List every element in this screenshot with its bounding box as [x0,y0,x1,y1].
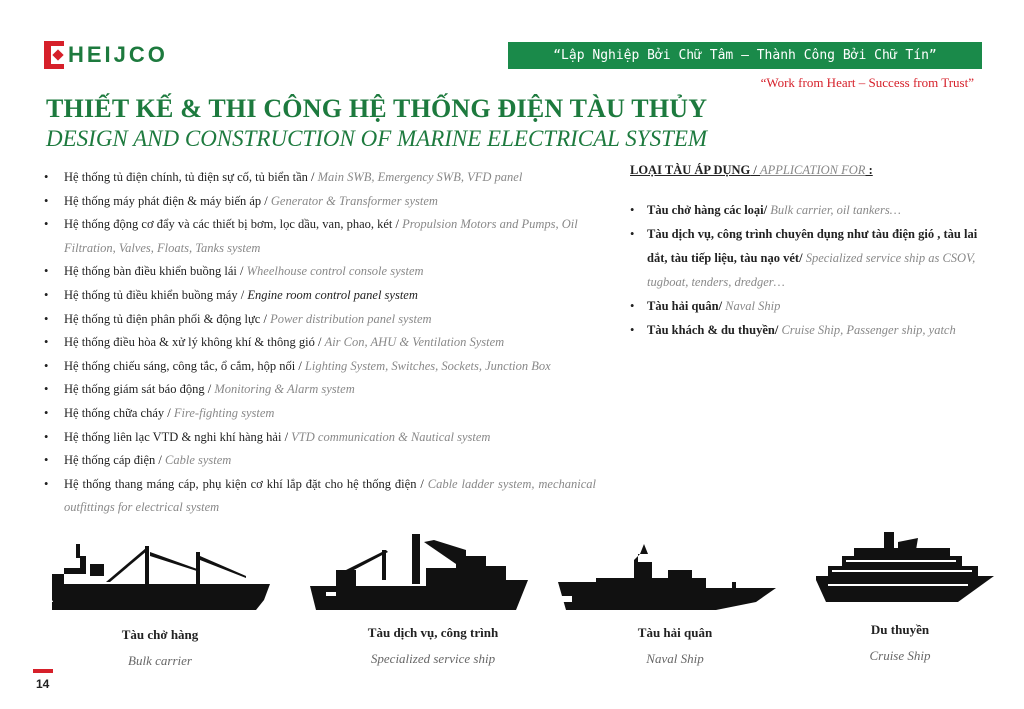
item-en: Monitoring & Alarm system [214,382,355,397]
item-en: Power distribution panel system [270,311,432,326]
slogan-banner [508,42,982,69]
item-vi: Hệ thống động cơ đẩy và các thiết bị bơm, lọc dầu, van, phao, két / [64,217,403,232]
item-en: Specialized service ship as CSOV, tugboat, tenders, dredger… [647,251,976,289]
heading-sep: / [750,163,761,177]
list-item [44,190,596,214]
list-item [44,449,596,473]
item-en: Naval Ship [722,299,781,313]
list-item [44,378,596,402]
item-vi: Hệ thống tủ điện phân phối & động lực / [64,311,271,326]
list-item [44,355,596,379]
item-vi: Hệ thống tủ điện chính, tủ điện sự cố, tủ biển tần / [64,170,318,184]
item-vi: Hệ thống điều hòa & xử lý không khí & thông gió / [64,335,325,350]
service-ship-silhouette-icon [306,530,532,614]
list-item [630,294,1000,318]
logo-text: HEIJCO [68,42,168,67]
item-en: Cable ladder system, mechanical outfittings for electrical system [64,476,596,515]
item-vi: Hệ thống chiếu sáng, công tắc, ổ cắm, hộp nối / [64,358,305,373]
page-title-vi: THIẾT KẾ & THI CÔNG HỆ THỐNG ĐIỆN TÀU THỦY [46,94,708,123]
list-item [44,213,596,260]
heading-vi: LOẠI TÀU ÁP DỤNG [630,163,751,177]
list-item [44,284,596,308]
list-item [44,426,596,450]
heading-en: APPLICATION FOR [760,163,866,177]
item-en: Lighting System, Switches, Sockets, Junction Box [304,358,551,373]
page-number-marker [33,669,53,673]
systems-list [44,166,596,520]
slogan-en: “Work from Heart – Success from Trust” [760,75,974,90]
item-vi: Hệ thống liên lạc VTD & nghi khí hàng hải / [64,429,292,444]
list-item [630,198,1000,222]
list-item [44,166,596,190]
caption-en: Bulk carrier [128,653,192,668]
item-en: Cable system [165,453,232,468]
list-item [44,402,596,426]
page-title-en: DESIGN AND CONSTRUCTION OF MARINE ELECTRICAL SYSTEM [46,126,708,151]
list-item [44,308,596,332]
caption-vi: Tàu chở hàng [121,627,199,642]
item-vi: Tàu dịch vụ, công trình chuyên dụng như tàu điện gió , tàu lai dắt, tàu tiếp liệu, tàu nạo vét/ [647,227,978,265]
item-vi: Hệ thống thang máng cáp, phụ kiện cơ khí lắp đặt cho hệ thống điện / [64,476,428,491]
item-vi: Hệ thống cáp điện / [64,453,166,468]
naval-ship-silhouette-icon [556,540,778,612]
caption-en: Specialized service ship [370,651,496,666]
caption-en: Naval Ship [646,651,704,666]
item-vi: Tàu hải quân/ [647,299,723,313]
item-en: Cruise Ship, Passenger ship, yatch [778,323,956,337]
item-vi: Hệ thống máy phát điện & máy biến áp / [64,193,271,208]
item-en: Main SWB, Emergency SWB, VFD panel [317,170,523,184]
item-vi: Tàu khách & du thuyền/ [647,323,779,337]
item-vi: Hệ thống bàn điều khiển buồng lái / [64,264,247,279]
item-en: Wheelhouse control console system [246,264,424,279]
list-item [630,222,1000,294]
list-item [44,473,596,520]
item-en: VTD communication & Nautical system [291,429,491,444]
item-vi: Hệ thống tủ điều khiển buồng máy / [64,287,248,302]
item-vi: Tàu chở hàng các loại/ [647,203,768,217]
caption-vi: Tàu dịch vụ, công trình [367,625,499,640]
list-item [44,331,596,355]
ship-caption [340,625,526,667]
item-en: Fire-fighting system [173,405,275,420]
logo-mark-icon [44,41,64,69]
application-list [630,198,1000,342]
item-en: Propulsion Motors and Pumps, Oil Filtration, Valves, Floats, Tanks system [64,217,578,255]
ship-caption [90,627,230,669]
item-vi: Hệ thống giám sát báo động / [64,382,215,397]
heading-end: : [865,163,873,177]
cruise-ship-silhouette-icon [808,528,998,608]
caption-en: Cruise Ship [869,648,931,663]
list-item [630,318,1000,342]
ship-caption [600,625,750,667]
caption-vi: Tàu hải quân [637,625,713,640]
company-logo [44,40,168,70]
page-number: 14 [36,677,50,691]
bulk-carrier-silhouette-icon [50,540,272,612]
item-en: Engine room control panel system [247,287,418,302]
item-vi: Hệ thống chữa cháy / [64,405,174,420]
ship-caption [830,622,970,664]
slogan-vi: “Lập Nghiệp Bởi Chữ Tâm – Thành Công Bởi Chữ Tín” [553,48,937,63]
application-heading [630,163,873,178]
item-en: Bulk carrier, oil tankers… [767,203,901,217]
item-en: Generator & Transformer system [270,193,438,208]
list-item [44,260,596,284]
caption-vi: Du thuyền [870,622,930,637]
item-en: Air Con, AHU & Ventilation System [324,335,505,350]
